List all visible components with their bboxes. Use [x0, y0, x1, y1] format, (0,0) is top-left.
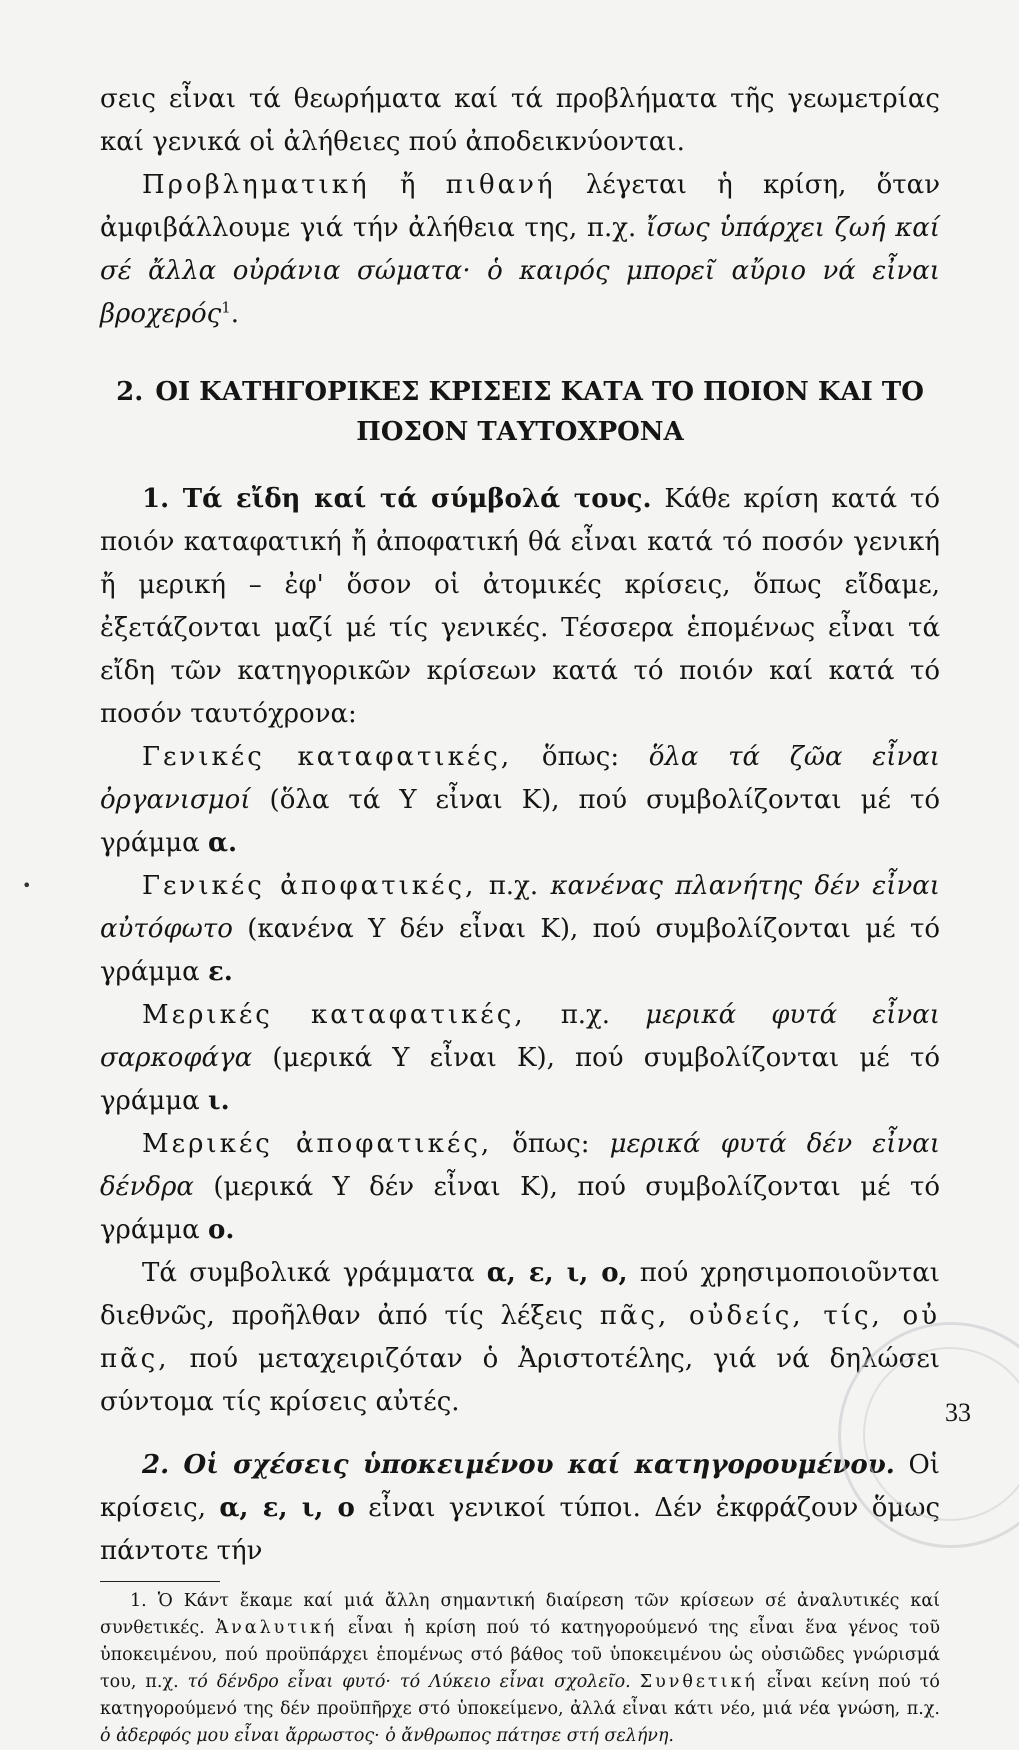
type-formula: (ὅλα τά Υ εἶναι Κ), πού συμβολίζονται μέ τό γράμμα [100, 785, 941, 858]
type-term: Γενικές καταφατικές, [142, 742, 513, 772]
subsection1-heading: 1. Τά εἴδη καί τά σύμβολά τους. [142, 484, 652, 514]
intro-line: σεις εἶναι τά θεωρήματα καί τά προβλήματα τῆς γεωμετρίας καί γενικά οἱ ἀλήθειες πού ἀποδεικνύονται. [100, 84, 940, 157]
type-letter: ο. [208, 1215, 235, 1245]
section-title-line1: ΟΙ ΚΑΤΗΓΟΡΙΚΕΣ ΚΡΙΣΕΙΣ ΚΑΤΑ ΤΟ ΠΟΙΟΝ ΚΑΙ ΤΟ [155, 377, 924, 407]
type-lead: π.χ. [488, 871, 539, 901]
type-lead: ὅπως: [512, 1129, 590, 1159]
type-term: Μερικές ἀποφατικές, [142, 1129, 493, 1159]
footnote [100, 1588, 940, 1750]
subsection2-letters: α, ε, ι, ο [219, 1493, 355, 1523]
type-letter: ε. [208, 957, 233, 987]
type-letter: ι. [208, 1086, 230, 1116]
symbols-letters: α, ε, ι, ο, [486, 1258, 628, 1288]
footnote-analytic-term: Ἀναλυτική [215, 1618, 338, 1638]
problematic-example: ἴσως ὑπάρχει ζωή καί σέ ἄλλα οὐράνια σώματα· ὁ καιρός μπορεῖ αὔριο νά εἶναι βροχερός [100, 213, 940, 329]
subsection1-paragraph [100, 478, 940, 736]
page-body [100, 78, 940, 1750]
section-number: 2. [116, 377, 144, 407]
type-example: κανένας πλανήτης δέν εἶναι αὐτόφωτο [100, 871, 941, 944]
footnote-part1: Ὁ Κάντ ἔκαμε καί μιά ἄλλη σημαντική διαίρεση τῶν κρίσεων σέ ἀναλυτικές καί συνθετικές. [100, 1591, 940, 1638]
type-letter: α. [208, 828, 238, 858]
footnote-example1: τό δένδρο εἶναι φυτό· τό Λύκειο εἶναι σχολεῖο. [187, 1672, 631, 1692]
type-term: Γενικές ἀποφατικές, [142, 871, 477, 901]
type-paragraph-i [100, 994, 940, 1123]
footnote-example2: ὁ ἀδερφός μου εἶναι ἄρρωστος· ὁ ἄνθρωπος πάτησε στή σελήνη. [100, 1726, 674, 1746]
type-lead: ὅπως: [541, 742, 620, 772]
type-paragraph-a [100, 736, 940, 865]
symbols-paragraph [100, 1252, 940, 1424]
footnote-ref[interactable]: 1 [221, 298, 231, 317]
symbols-words: πᾶς, οὐδείς, τίς, οὐ πᾶς, [100, 1301, 941, 1374]
problematic-definition: λέγεται ἡ κρίση, ὅταν ἀμφιβάλλουμε γιά τήν ἀλήθεια της, π.χ. [100, 170, 941, 243]
symbols-end: πού μεταχειριζόταν ὁ Ἀριστοτέλης, γιά νά δηλώσει σύντομα τίς κρίσεις αὐτές. [100, 1344, 940, 1417]
footnote-divider [100, 1581, 220, 1582]
margin-mark: • [22, 876, 32, 895]
subsection2-paragraph [100, 1444, 940, 1573]
problematic-or: ἤ [399, 170, 416, 200]
type-formula: (κανένα Υ δέν εἶναι Κ), πού συμβολίζονται μέ τό γράμμα [100, 914, 941, 987]
subsection2-heading: 2. Οἱ σχέσεις ὑποκειμένου καί κατηγορουμένου. [142, 1450, 895, 1480]
symbols-start: Τά συμβολικά γράμματα [142, 1258, 475, 1288]
subsection1-text: Κάθε κρίση κατά τό ποιόν καταφατική ἤ ἀποφατική θά εἶναι κατά τό ποσόν γενική ἤ μερική – ἐφ' ὅσον οἱ ἀτομικές κρίσεις, ὅπως εἴδαμε, ἐξετάζονται μαζί μέ τίς γενικές. Τέσσερα ἑπομένως εἶναι τά εἴδη τῶν κατηγορικῶν κρίσεων κατά τό ποιόν καί κατά τό ποσόν ταυτόχρονα: [100, 484, 940, 729]
page-number: 33 [945, 1398, 971, 1427]
footnote-part2: εἶναι ἡ κρίση πού τό κατηγορούμενό της εἶναι ἕνα γένος τοῦ ὑποκειμένου, πού προϋπάρχει ἑπομένως στό βάθος τοῦ ὑποκειμένου ὡς οὐσιῶδες γνώρισμά του, π.χ. [100, 1618, 940, 1692]
type-example: ὅλα τά ζῶα εἶναι ὀργανισμοί [100, 742, 941, 815]
type-example: μερικά φυτά δέν εἶναι δένδρα [100, 1129, 941, 1202]
type-lead: π.χ. [560, 1000, 611, 1030]
intro-paragraph [100, 78, 940, 164]
subsection2-text1: Οἱ κρίσεις, [100, 1450, 940, 1523]
section-title-line2: ΠΟΣΟΝ ΤΑΥΤΟΧΡΟΝΑ [356, 417, 684, 447]
type-paragraph-e [100, 865, 940, 994]
footnote-number: 1. [130, 1591, 147, 1611]
type-example: μερικά φυτά εἶναι σαρκοφάγα [100, 1000, 940, 1073]
footnote-part3: εἶναι κείνη πού τό κατηγορούμενό της δέν προϋπῆρχε στό ὑποκείμενο, ἀλλά εἶναι κάτι νέο, μιά νέα γνώση, π.χ. [100, 1672, 940, 1719]
type-term: Μερικές καταφατικές, [142, 1000, 526, 1030]
symbols-mid: πού χρησιμοποιοῦνται διεθνῶς, προῆλθαν ἀπό τίς λέξεις [100, 1258, 940, 1331]
problematic-term: Προβληματική [142, 170, 370, 200]
type-formula: (μερικά Υ εἶναι Κ), πού συμβολίζονται μέ τό γράμμα [100, 1043, 940, 1116]
type-formula: (μερικά Υ δέν εἶναι Κ), πού συμβολίζονται μέ τό γράμμα [100, 1172, 941, 1245]
footnote-synthetic-term: Συνθετική [639, 1672, 758, 1692]
type-paragraph-o [100, 1123, 940, 1252]
problematic-end: . [230, 299, 239, 329]
subsection2-text2: εἶναι γενικοί τύποι. Δέν ἐκφράζουν ὅμως πάντοτε τήν [100, 1493, 941, 1566]
library-stamp-inner-ring [863, 1347, 1019, 1521]
probable-term: πιθανή [445, 170, 556, 200]
section-heading [100, 372, 940, 452]
problematic-paragraph [100, 164, 940, 336]
